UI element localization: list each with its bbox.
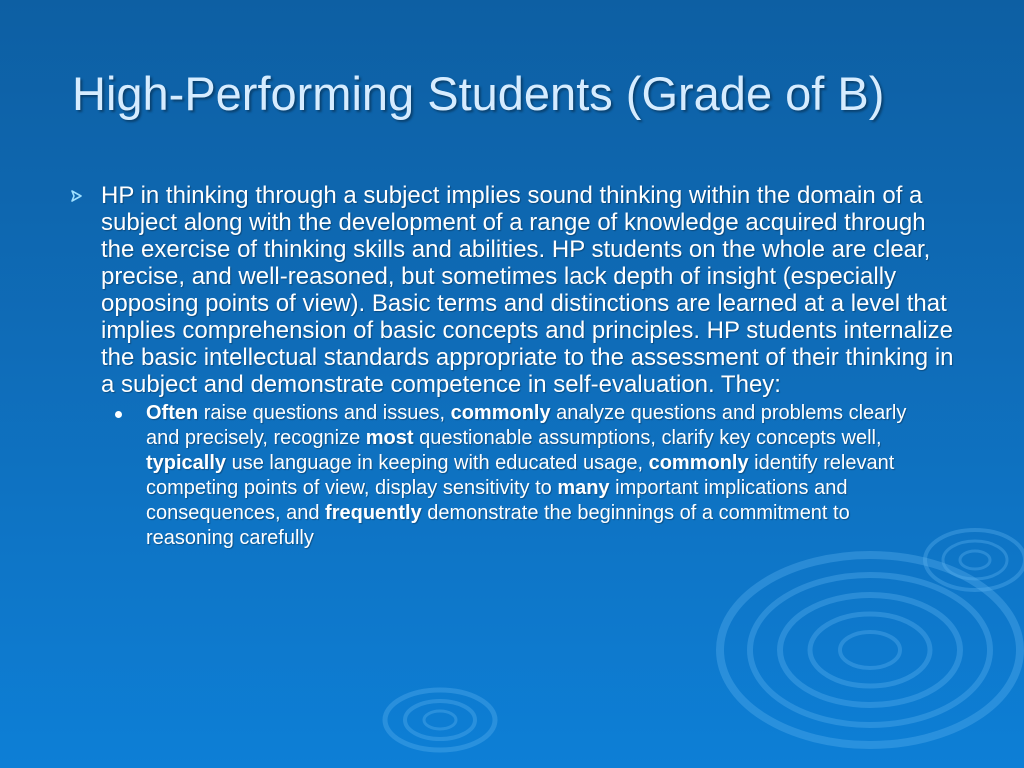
text-run: demonstrate the beginnings of a commitment to reasoning carefully xyxy=(146,502,850,549)
bullet-item xyxy=(70,182,960,398)
text-run: raise questions and issues, xyxy=(198,402,451,424)
text-run: identify relevant competing points of view, display sensitivity to xyxy=(146,452,895,499)
bullet-text: HP in thinking through a subject implies sound thinking within the domain of a subject along with the development of a range of knowledge acquired through the exercise of thinking skills and abilities. HP students on the whole are clear, precise, and well-reasoned, but sometimes lack depth of insight (especially opposing points of view). Basic terms and distinctions are learned at a level that implies comprehension of basic concepts and principles. HP students internalize the basic intellectual standards appropriate to the assessment of their thinking in a subject and demonstrate competence in self-evaluation. They: xyxy=(101,182,954,398)
emphasis-text: commonly xyxy=(450,402,551,424)
emphasis-text: most xyxy=(365,427,414,449)
arrow-bullet-icon xyxy=(70,190,84,202)
sub-bullet-text xyxy=(146,402,906,549)
emphasis-text: Often xyxy=(146,402,199,424)
emphasis-text: commonly xyxy=(648,452,749,474)
text-run: use language in keeping with educated usage, xyxy=(226,452,649,474)
text-run: important implications and consequences, and xyxy=(146,477,848,524)
text-run: analyze questions and problems clearly and precisely, recognize xyxy=(146,402,907,449)
sub-bullet-item xyxy=(146,401,936,551)
text-run: questionable assumptions, clarify key concepts well, xyxy=(413,427,882,449)
slide-body xyxy=(70,182,960,551)
ripple-large xyxy=(720,555,1020,745)
slide-title: High-Performing Students (Grade of B) xyxy=(72,67,885,120)
emphasis-text: typically xyxy=(146,452,227,474)
ripple-bottom xyxy=(385,690,495,750)
emphasis-text: frequently xyxy=(325,502,422,524)
emphasis-text: many xyxy=(557,477,610,499)
dot-bullet-icon xyxy=(115,411,122,418)
